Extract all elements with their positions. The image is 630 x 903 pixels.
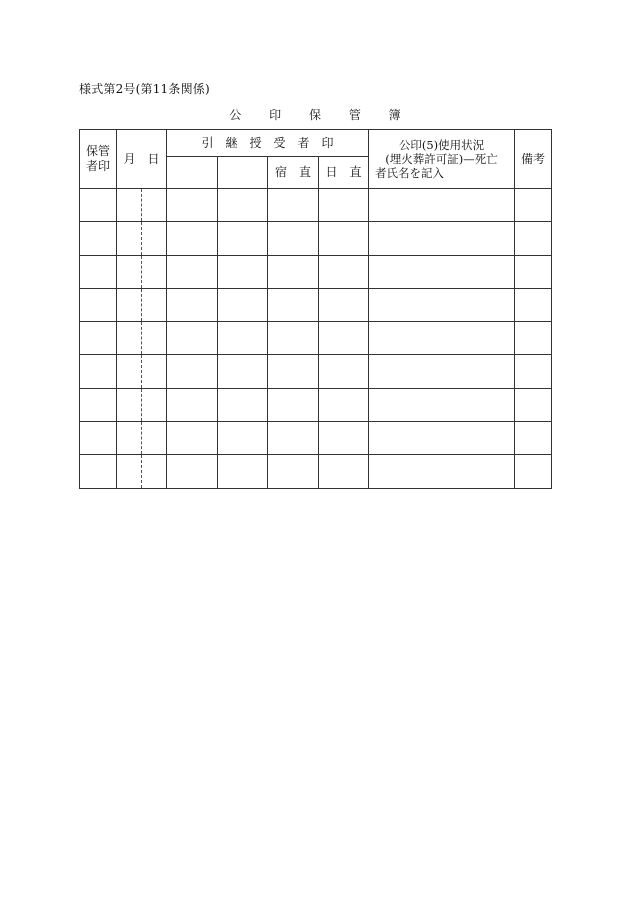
day-cell[interactable] bbox=[142, 288, 167, 321]
usage-cell[interactable] bbox=[369, 255, 515, 288]
header-row bbox=[80, 130, 552, 157]
handover-cell[interactable] bbox=[167, 422, 218, 455]
handover-cell[interactable] bbox=[218, 189, 268, 222]
usage-cell[interactable] bbox=[369, 288, 515, 321]
keeper-seal-cell[interactable] bbox=[80, 322, 117, 355]
ledger-table bbox=[79, 129, 552, 489]
table-row bbox=[80, 355, 552, 388]
table-row bbox=[80, 189, 552, 222]
night-duty-cell[interactable] bbox=[268, 422, 319, 455]
handover-seal-header: 引 継 授 受 者 印 bbox=[167, 130, 369, 157]
table-row bbox=[80, 422, 552, 455]
day-duty-cell[interactable] bbox=[319, 222, 369, 255]
remarks-header: 備考 bbox=[515, 130, 552, 189]
keeper-seal-cell[interactable] bbox=[80, 355, 117, 388]
usage-cell[interactable] bbox=[369, 355, 515, 388]
night-duty-cell[interactable] bbox=[268, 189, 319, 222]
month-cell[interactable] bbox=[117, 288, 142, 321]
day-duty-cell[interactable] bbox=[319, 455, 369, 488]
night-duty-cell[interactable] bbox=[268, 255, 319, 288]
remarks-cell[interactable] bbox=[515, 355, 552, 388]
title-char: 公 bbox=[229, 108, 242, 122]
table-row bbox=[80, 255, 552, 288]
keeper-seal-cell[interactable] bbox=[80, 388, 117, 421]
keeper-seal-cell[interactable] bbox=[80, 422, 117, 455]
handover-cell bbox=[218, 157, 268, 189]
handover-cell[interactable] bbox=[218, 455, 268, 488]
remarks-cell[interactable] bbox=[515, 322, 552, 355]
handover-cell[interactable] bbox=[218, 388, 268, 421]
usage-cell[interactable] bbox=[369, 189, 515, 222]
handover-cell[interactable] bbox=[218, 355, 268, 388]
usage-cell[interactable] bbox=[369, 322, 515, 355]
month-cell[interactable] bbox=[117, 455, 142, 488]
remarks-cell[interactable] bbox=[515, 189, 552, 222]
month-cell[interactable] bbox=[117, 322, 142, 355]
handover-cell[interactable] bbox=[167, 288, 218, 321]
night-duty-cell[interactable] bbox=[268, 322, 319, 355]
handover-cell[interactable] bbox=[167, 455, 218, 488]
handover-cell[interactable] bbox=[167, 322, 218, 355]
keeper-seal-header bbox=[80, 130, 117, 189]
day-duty-cell[interactable] bbox=[319, 288, 369, 321]
keeper-seal-cell[interactable] bbox=[80, 222, 117, 255]
usage-header bbox=[369, 130, 515, 189]
form-number: 様式第2号(第11条関係) bbox=[79, 82, 210, 96]
month-cell[interactable] bbox=[117, 255, 142, 288]
handover-cell[interactable] bbox=[167, 355, 218, 388]
remarks-cell[interactable] bbox=[515, 455, 552, 488]
day-cell[interactable] bbox=[142, 189, 167, 222]
month-cell[interactable] bbox=[117, 388, 142, 421]
remarks-cell[interactable] bbox=[515, 388, 552, 421]
header-text: 者氏名を記入 bbox=[375, 166, 445, 180]
month-cell[interactable] bbox=[117, 222, 142, 255]
month-cell[interactable] bbox=[117, 355, 142, 388]
day-cell[interactable] bbox=[142, 255, 167, 288]
night-duty-header: 宿 直 bbox=[268, 157, 319, 189]
day-cell[interactable] bbox=[142, 222, 167, 255]
handover-cell[interactable] bbox=[218, 255, 268, 288]
day-duty-cell[interactable] bbox=[319, 255, 369, 288]
table-row bbox=[80, 288, 552, 321]
remarks-cell[interactable] bbox=[515, 222, 552, 255]
table-row bbox=[80, 388, 552, 421]
header-text: 者印 bbox=[85, 159, 110, 173]
day-duty-cell[interactable] bbox=[319, 189, 369, 222]
day-duty-cell[interactable] bbox=[319, 388, 369, 421]
night-duty-cell[interactable] bbox=[268, 222, 319, 255]
keeper-seal-cell[interactable] bbox=[80, 255, 117, 288]
title-char: 保 bbox=[308, 108, 321, 122]
handover-cell[interactable] bbox=[167, 189, 218, 222]
usage-cell[interactable] bbox=[369, 422, 515, 455]
title-char: 管 bbox=[348, 108, 361, 122]
handover-cell[interactable] bbox=[218, 222, 268, 255]
keeper-seal-cell[interactable] bbox=[80, 189, 117, 222]
remarks-cell[interactable] bbox=[515, 255, 552, 288]
keeper-seal-cell[interactable] bbox=[80, 455, 117, 488]
handover-cell[interactable] bbox=[167, 222, 218, 255]
handover-cell[interactable] bbox=[218, 288, 268, 321]
day-cell[interactable] bbox=[142, 455, 167, 488]
title-char: 印 bbox=[269, 108, 282, 122]
remarks-cell[interactable] bbox=[515, 422, 552, 455]
day-duty-header: 日 直 bbox=[319, 157, 369, 189]
usage-cell[interactable] bbox=[369, 388, 515, 421]
day-duty-cell[interactable] bbox=[319, 355, 369, 388]
remarks-cell[interactable] bbox=[515, 288, 552, 321]
day-cell[interactable] bbox=[142, 388, 167, 421]
day-cell[interactable] bbox=[142, 322, 167, 355]
table-row bbox=[80, 322, 552, 355]
day-cell[interactable] bbox=[142, 355, 167, 388]
day-cell[interactable] bbox=[142, 422, 167, 455]
month-cell[interactable] bbox=[117, 189, 142, 222]
keeper-seal-cell[interactable] bbox=[80, 288, 117, 321]
handover-cell bbox=[167, 157, 218, 189]
header-text: (埋火葬許可証)—死亡 bbox=[385, 152, 498, 166]
month-day-header: 月 日 bbox=[117, 130, 167, 189]
title-char: 簿 bbox=[388, 108, 401, 122]
page-title bbox=[0, 106, 630, 123]
header-text: 公印(5)使用状況 bbox=[398, 138, 485, 152]
table-row bbox=[80, 222, 552, 255]
day-duty-cell[interactable] bbox=[319, 322, 369, 355]
day-duty-cell[interactable] bbox=[319, 422, 369, 455]
night-duty-cell[interactable] bbox=[268, 355, 319, 388]
header-text: 保管 bbox=[85, 144, 110, 158]
night-duty-cell[interactable] bbox=[268, 388, 319, 421]
handover-cell[interactable] bbox=[218, 322, 268, 355]
usage-cell[interactable] bbox=[369, 222, 515, 255]
night-duty-cell[interactable] bbox=[268, 288, 319, 321]
month-cell[interactable] bbox=[117, 422, 142, 455]
night-duty-cell[interactable] bbox=[268, 455, 319, 488]
handover-cell[interactable] bbox=[167, 388, 218, 421]
handover-cell[interactable] bbox=[167, 255, 218, 288]
handover-cell[interactable] bbox=[218, 422, 268, 455]
table-row bbox=[80, 455, 552, 488]
usage-cell[interactable] bbox=[369, 455, 515, 488]
